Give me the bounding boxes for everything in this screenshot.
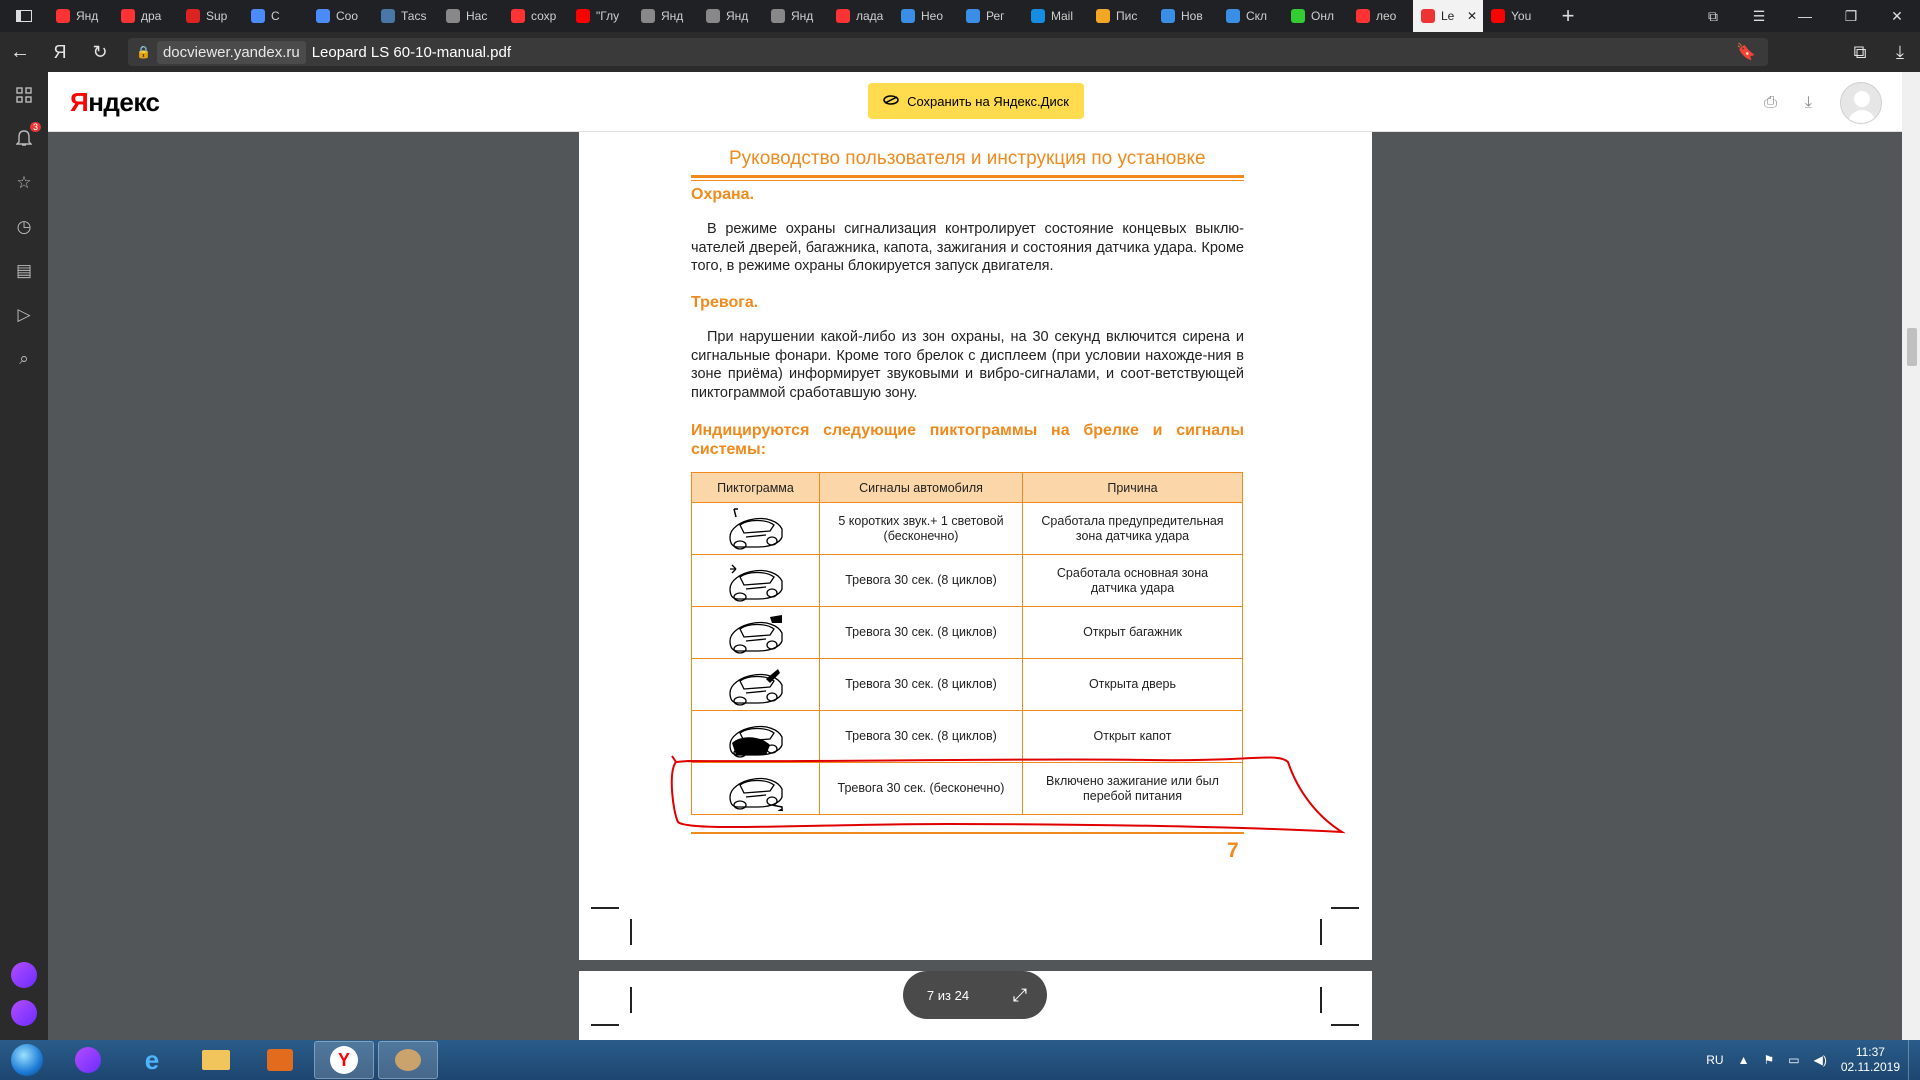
tab-label: Le <box>1441 9 1455 23</box>
bookmark-icon[interactable]: 🔖 <box>1736 44 1756 61</box>
yandex-search-icon <box>836 9 850 23</box>
browser-tab[interactable] <box>568 0 633 32</box>
back-button[interactable]: ← <box>10 40 30 63</box>
youtube-icon <box>576 9 590 23</box>
network-icon[interactable]: ▭ <box>1788 1053 1800 1067</box>
browser-tab[interactable] <box>1483 0 1548 32</box>
windows-logo-icon <box>11 1044 43 1076</box>
browser-tab[interactable] <box>308 0 373 32</box>
manual-header-title: Руководство пользователя и инструкция по установке <box>729 148 1206 169</box>
tab-label: Тасs <box>401 9 427 23</box>
disk-icon <box>883 94 899 109</box>
browser-tab[interactable] <box>958 0 1023 32</box>
downloads-icon[interactable]: ⤓ <box>1896 41 1904 62</box>
tab-label: Нас <box>466 9 488 23</box>
internet-explorer-icon[interactable]: e <box>144 1044 160 1075</box>
address-path: Leopard LS 60-10-manual.pdf <box>311 43 512 61</box>
yandex-search-icon <box>511 9 525 23</box>
start-button[interactable] <box>0 1040 54 1080</box>
close-tab-icon[interactable]: ✕ <box>1466 9 1477 23</box>
tab-label: Нов <box>1181 9 1203 23</box>
table-row <box>692 503 1243 555</box>
browser-tab[interactable] <box>503 0 568 32</box>
car-pictogram-icon <box>692 763 820 815</box>
header-rule <box>691 175 1244 178</box>
youtube-icon <box>1491 9 1505 23</box>
signal-cell: Тревога 30 сек. (8 циклов) <box>820 711 1023 763</box>
browser-tab[interactable] <box>893 0 958 32</box>
fullscreen-icon[interactable]: ⤢ <box>1012 984 1028 1005</box>
pdf-icon <box>1421 9 1435 23</box>
reason-cell: Сработала основная зона датчика удара <box>1023 555 1243 607</box>
reason-cell: Сработала предупредительная зона датчика удара <box>1023 503 1243 555</box>
yandex-icon <box>56 9 70 23</box>
table-row <box>692 555 1243 607</box>
windows-taskbar <box>0 1040 1920 1080</box>
circle-icon <box>1291 9 1305 23</box>
car-pictogram-icon <box>692 711 820 763</box>
tray-expand-icon[interactable]: ▲ <box>1737 1053 1750 1067</box>
download-icon[interactable]: ⤓ <box>1804 94 1812 111</box>
car-pictogram-icon <box>692 503 820 555</box>
pictogram-table <box>691 472 1243 815</box>
crop-mark <box>591 1024 619 1026</box>
system-tray <box>1706 1045 1908 1075</box>
address-toolbar <box>0 32 1920 72</box>
window-controls <box>1690 0 1920 32</box>
bookmark-l-icon <box>901 9 915 23</box>
tab-label: лада <box>856 9 884 23</box>
bookmark-l-icon <box>1226 9 1240 23</box>
apps-grid-icon[interactable] <box>13 84 35 106</box>
favorites-star-icon[interactable]: ☆ <box>16 173 32 192</box>
tab-strip <box>48 0 1548 32</box>
video-play-icon[interactable]: ▷ <box>17 305 31 324</box>
crop-mark <box>1320 987 1322 1013</box>
tab-label: "Глу <box>596 9 620 23</box>
page-counter: 7 из 24 <box>926 987 970 1003</box>
alice-taskbar-icon[interactable] <box>58 1041 118 1079</box>
signal-cell: Тревога 30 сек. (8 циклов) <box>820 555 1023 607</box>
tab-label: Mail <box>1051 9 1074 23</box>
browser-sidebar <box>0 72 48 1040</box>
viewer-scrollbar[interactable] <box>1902 72 1920 1040</box>
yandex-browser-taskbar-icon[interactable]: Y <box>314 1041 374 1079</box>
col-header-signals: Сигналы автомобиля <box>820 473 1023 503</box>
menu-icon[interactable]: ☰ <box>1752 7 1766 24</box>
car-pictogram-icon <box>692 607 820 659</box>
col-header-pictogram: Пиктограмма <box>692 473 820 503</box>
car-pictogram-icon <box>692 659 820 711</box>
lock-icon: 🔒 <box>136 45 151 59</box>
header-rule-thin <box>691 180 1244 181</box>
pdf-page <box>579 132 1372 960</box>
browser-tab[interactable] <box>1153 0 1218 32</box>
scrollbar-thumb[interactable] <box>1907 328 1917 366</box>
browser-tab[interactable] <box>438 0 503 32</box>
footer-rule <box>691 832 1244 834</box>
table-row <box>692 607 1243 659</box>
notifications-bell-icon[interactable] <box>13 122 38 150</box>
browser-tab[interactable] <box>373 0 438 32</box>
tab-label: Скл <box>1246 9 1268 23</box>
yandex-home-button[interactable]: Я <box>53 41 67 62</box>
tab-label: Рег <box>986 9 1005 23</box>
yandex-search-icon <box>121 9 135 23</box>
tabs-menu-icon[interactable] <box>0 0 48 32</box>
signal-cell: 5 коротких звук.+ 1 световой (бесконечно) <box>820 503 1023 555</box>
page-indicator <box>903 971 1047 1019</box>
mail-icon <box>1096 9 1110 23</box>
history-clock-icon[interactable]: ◷ <box>16 217 32 236</box>
close-window-button[interactable]: ✕ <box>1891 7 1903 24</box>
section-text-guard: В режиме охраны сигнализация контролирует состояние концевых выклю-чателей дверей, багажника, капота, зажигания и состояния датчика удара. Кроме того, в режиме охраны блокируется запуск двигателя. <box>691 221 1244 274</box>
taskbar-clock[interactable]: 11:37 02.11.2019 <box>1840 1045 1900 1074</box>
chat-icon <box>316 9 330 23</box>
reader-mode-icon[interactable]: ⧉ <box>1853 41 1867 62</box>
user-avatar[interactable] <box>1840 82 1882 124</box>
signal-cell: Тревога 30 сек. (8 циклов) <box>820 659 1023 711</box>
crop-mark <box>630 987 632 1013</box>
viewer-actions <box>1764 82 1882 124</box>
tab-label: Янд <box>791 9 814 23</box>
sparkle-icon <box>706 9 720 23</box>
crop-mark <box>591 907 619 909</box>
notification-badge: 3 <box>30 122 41 132</box>
document-viewer <box>48 72 1920 1040</box>
tab-label: Онл <box>1311 9 1334 23</box>
signal-cell: Тревога 30 сек. (8 циклов) <box>820 607 1023 659</box>
reason-cell: Открыта дверь <box>1023 659 1243 711</box>
tab-label: лео <box>1376 9 1397 23</box>
tab-label: Sup <box>206 9 228 23</box>
tab-label: С <box>271 9 280 23</box>
volume-icon[interactable]: ◀) <box>1813 1053 1827 1067</box>
col-header-reason: Причина <box>1023 473 1243 503</box>
reload-button[interactable]: ↻ <box>92 41 108 62</box>
gear-icon <box>446 9 460 23</box>
save-to-disk-button[interactable]: Сохранить на Яндекс.Диск <box>868 83 1084 119</box>
tab-label: сохр <box>531 9 557 23</box>
browser-tab[interactable] <box>1218 0 1283 32</box>
new-tab-button[interactable]: + <box>1561 3 1575 28</box>
yandex-search-icon <box>1356 9 1370 23</box>
search-doc-icon[interactable]: ⌕ <box>19 349 29 368</box>
language-indicator[interactable]: RU <box>1706 1053 1724 1067</box>
tab-label: Нео <box>921 9 944 23</box>
tab-label: Янд <box>661 9 684 23</box>
bookmark-l-icon <box>1161 9 1175 23</box>
section-text-alarm: При нарушении какой-либо из зон охраны, на 30 секунд включится сирена и сигнальные фонари. Кроме того брелок с дисплеем (при условии нахожде-ния в зоне приёма) информирует звуковыми и вибро-сигналами, и соот-ветствующей пиктограммой сработавшую зону. <box>691 329 1244 401</box>
chat-icon <box>251 9 265 23</box>
crop-mark <box>1331 1024 1359 1026</box>
browser-tab[interactable] <box>1283 0 1348 32</box>
media-player-icon[interactable] <box>250 1041 310 1079</box>
browser-tab[interactable] <box>1023 0 1088 32</box>
crop-mark <box>630 919 632 945</box>
yandex-logo[interactable]: Яндекс <box>70 87 160 117</box>
bookmarks-panel-icon[interactable]: ⧉ <box>1708 7 1718 24</box>
reason-cell: Включено зажигание или был перебой питания <box>1023 763 1243 815</box>
sparkle-icon <box>641 9 655 23</box>
action-center-flag-icon[interactable]: ⚑ <box>1763 1053 1775 1067</box>
crop-mark <box>1320 919 1322 945</box>
browser-tab[interactable] <box>828 0 893 32</box>
file-explorer-icon[interactable] <box>186 1041 246 1079</box>
minimize-button[interactable]: — <box>1798 8 1812 24</box>
car-pictogram-icon <box>692 555 820 607</box>
browser-tab[interactable] <box>1088 0 1153 32</box>
browser-tab[interactable] <box>698 0 763 32</box>
page-number: 7 <box>1227 839 1239 862</box>
crop-mark <box>1331 907 1359 909</box>
sparkle-icon <box>771 9 785 23</box>
address-field[interactable] <box>128 38 1768 66</box>
browser-tab[interactable] <box>243 0 308 32</box>
reason-cell: Открыт капот <box>1023 711 1243 763</box>
table-row <box>692 659 1243 711</box>
reason-cell: Открыт багажник <box>1023 607 1243 659</box>
address-host: docviewer.yandex.ru <box>157 41 306 64</box>
paint-taskbar-icon[interactable] <box>378 1041 438 1079</box>
tab-label: You <box>1511 9 1532 23</box>
section-title-alarm: Тревога. <box>691 294 759 311</box>
print-icon[interactable]: ⎙ <box>1764 94 1777 111</box>
signal-cell: Тревога 30 сек. (бесконечно) <box>820 763 1023 815</box>
browser-tab[interactable] <box>178 0 243 32</box>
tab-label: Янд <box>726 9 749 23</box>
table-row <box>692 763 1243 815</box>
tab-label: Янд <box>76 9 99 23</box>
section-title-pictograms: Индицируются следующие пиктограммы на брелке и сигналы системы: <box>691 422 1244 458</box>
browser-tab[interactable] <box>633 0 698 32</box>
mail-at-icon <box>1031 9 1045 23</box>
restore-button[interactable]: ❐ <box>1844 7 1858 24</box>
browser-tab-bar <box>0 0 1920 32</box>
browser-tab[interactable] <box>1348 0 1413 32</box>
alice-voice-icon[interactable] <box>11 1000 37 1026</box>
table-row <box>692 711 1243 763</box>
viewer-header <box>48 72 1902 132</box>
browser-tab[interactable] <box>1413 0 1483 32</box>
show-desktop-button[interactable] <box>1908 1040 1920 1080</box>
tab-label: Соо <box>336 9 359 23</box>
section-title-guard: Охрана. <box>691 186 755 203</box>
shield-icon <box>186 9 200 23</box>
image-icon <box>966 9 980 23</box>
browser-tab[interactable] <box>48 0 113 32</box>
browser-tab[interactable] <box>763 0 828 32</box>
tab-label: дра <box>141 9 162 23</box>
vk-icon <box>381 9 395 23</box>
alice-assistant-icon[interactable] <box>11 962 37 988</box>
tab-label: Пис <box>1116 9 1138 23</box>
collections-icon[interactable]: ▤ <box>15 261 33 280</box>
browser-tab[interactable] <box>113 0 178 32</box>
